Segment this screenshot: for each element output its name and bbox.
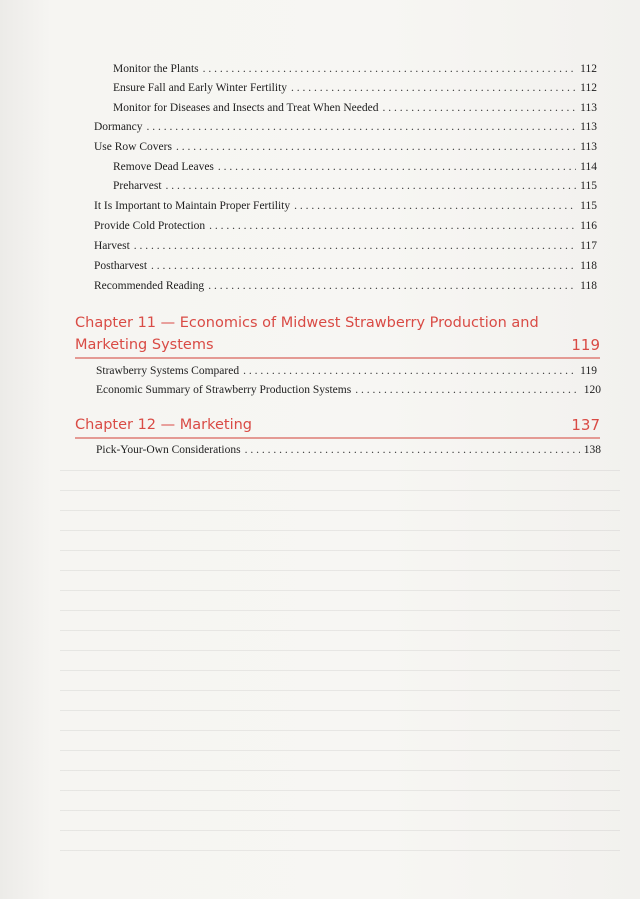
toc-entry[interactable] xyxy=(94,138,597,156)
toc-entry[interactable] xyxy=(94,257,597,275)
toc-entry-title: It Is Important to Maintain Proper Fertility xyxy=(94,200,291,212)
toc-entry-title: Economic Summary of Strawberry Production Systems xyxy=(96,384,352,396)
toc-entry[interactable] xyxy=(113,99,597,117)
dot-leader xyxy=(208,277,576,295)
toc-entry-page: 118 xyxy=(580,260,597,272)
toc-entry-page: 113 xyxy=(580,121,597,133)
toc-entry-title: Preharvest xyxy=(113,180,162,192)
toc-entry-page: 138 xyxy=(583,444,601,456)
toc-entry-title: Remove Dead Leaves xyxy=(113,161,214,173)
chapter-rule xyxy=(75,357,600,359)
chapter-title: Chapter 12 — Marketing xyxy=(75,417,253,433)
toc-entry[interactable] xyxy=(94,197,597,215)
chapter-rule xyxy=(75,437,600,439)
toc-entry-title: Ensure Fall and Early Winter Fertility xyxy=(113,82,288,94)
dot-leader xyxy=(209,217,576,235)
toc-entry[interactable] xyxy=(94,277,597,295)
dot-leader xyxy=(383,99,577,117)
chapter-12-heading[interactable] xyxy=(75,414,600,436)
toc-entry-title: Harvest xyxy=(94,240,130,252)
dot-leader xyxy=(147,118,577,136)
toc-entry-page: 120 xyxy=(583,384,601,396)
dot-leader xyxy=(355,381,580,399)
toc-entry-title: Use Row Covers xyxy=(94,141,172,153)
dot-leader xyxy=(203,60,577,78)
toc-entry[interactable] xyxy=(113,79,597,97)
toc-entry-page: 114 xyxy=(580,161,597,173)
dot-leader xyxy=(243,362,576,380)
toc-entry-title: Dormancy xyxy=(94,121,143,133)
toc-entry-page: 117 xyxy=(580,240,597,252)
dot-leader xyxy=(151,257,576,275)
toc-entry-title: Strawberry Systems Compared xyxy=(96,365,240,377)
dot-leader xyxy=(294,197,576,215)
toc-entry-page: 112 xyxy=(580,82,597,94)
chapter-page: 119 xyxy=(571,336,600,354)
chapter-11-heading[interactable] xyxy=(75,312,600,356)
toc-entry-page: 115 xyxy=(580,180,597,192)
toc-entry[interactable] xyxy=(94,217,597,235)
dot-leader xyxy=(245,441,580,459)
bleed-through-text xyxy=(60,470,620,870)
toc-entry-page: 112 xyxy=(580,63,597,75)
toc-entry[interactable] xyxy=(113,158,597,176)
dot-leader xyxy=(166,177,577,195)
toc-entry[interactable] xyxy=(96,381,601,399)
toc-entry-page: 115 xyxy=(580,200,597,212)
toc-entry-page: 119 xyxy=(580,365,597,377)
toc-entry-page: 113 xyxy=(580,102,597,114)
toc-entry[interactable] xyxy=(113,60,597,78)
toc-entry-title: Pick-Your-Own Considerations xyxy=(96,444,241,456)
toc-entry-page: 113 xyxy=(580,141,597,153)
toc-entry-page: 118 xyxy=(580,280,597,292)
dot-leader xyxy=(176,138,576,156)
toc-entry[interactable] xyxy=(94,237,597,255)
chapter-page: 137 xyxy=(571,416,600,434)
dot-leader xyxy=(218,158,576,176)
toc-entry[interactable] xyxy=(96,362,597,380)
toc-entry[interactable] xyxy=(94,118,597,136)
toc-entry-title: Postharvest xyxy=(94,260,148,272)
toc-entry-page: 116 xyxy=(580,220,597,232)
toc-entry-title: Monitor for Diseases and Insects and Treat When Needed xyxy=(113,102,379,114)
chapter-title: Chapter 11 — Economics of Midwest Strawberry Production and Marketing Systems xyxy=(75,315,539,353)
toc-entry-title: Monitor the Plants xyxy=(113,63,199,75)
toc-entry[interactable] xyxy=(113,177,597,195)
dot-leader xyxy=(134,237,576,255)
toc-entry[interactable] xyxy=(96,441,601,459)
dot-leader xyxy=(291,79,576,97)
toc-entry-title: Provide Cold Protection xyxy=(94,220,206,232)
toc-entry-title: Recommended Reading xyxy=(94,280,205,292)
